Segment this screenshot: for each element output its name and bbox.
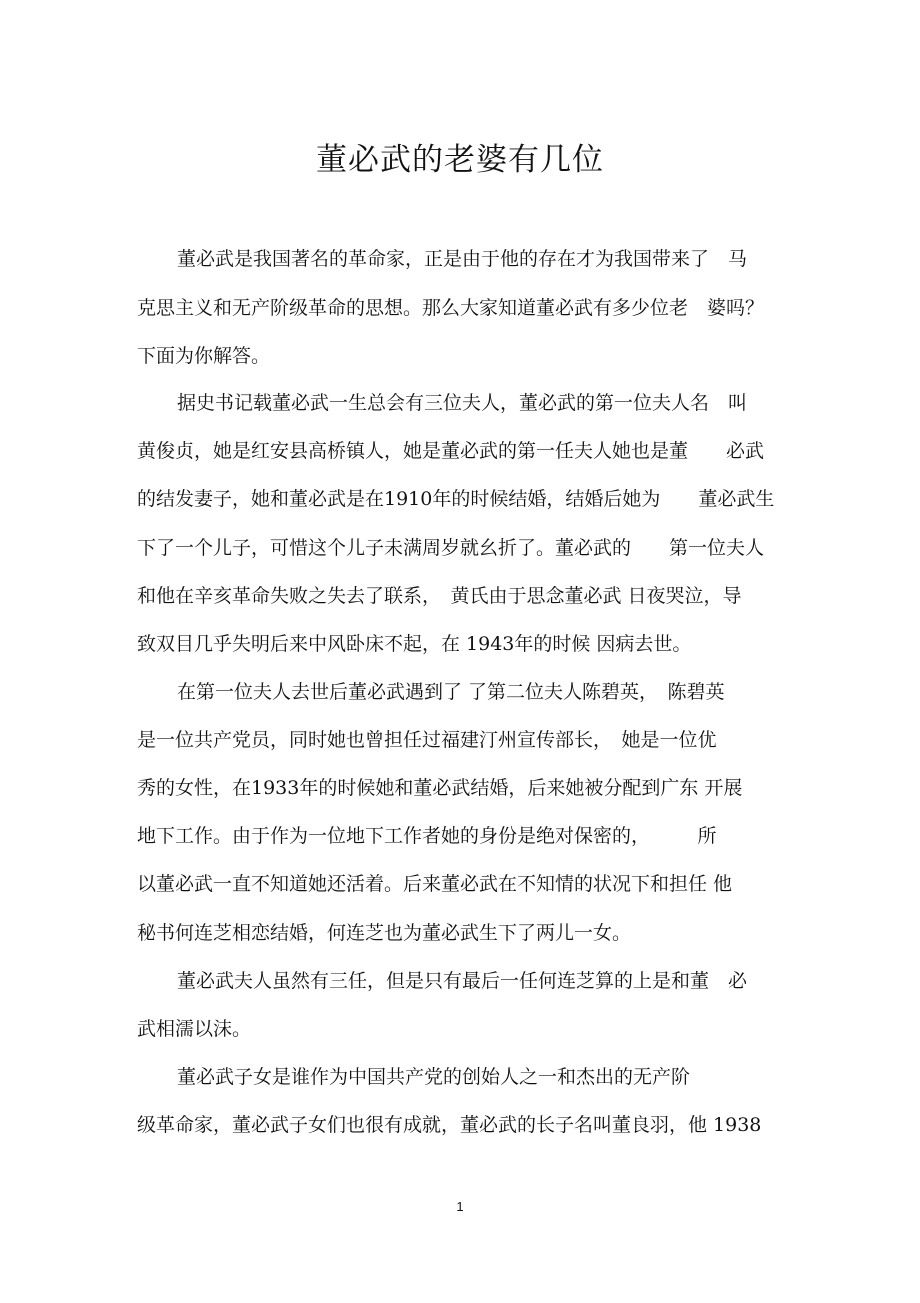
paragraph-1-line-1: 董必武是我国著名的革命家，正是由于他的存在才为我国带来了 马	[177, 248, 748, 270]
paragraph-4-line-1: 董必武夫人虽然有三任，但是只有最后一任何连芝算的上是和董 必	[177, 970, 748, 992]
paragraph-3-line-2: 是一位共产党员，同时她也曾担任过福建汀州宣传部长， 她是一位优	[137, 729, 717, 751]
paragraph-1-line-3: 下面为你解答。	[137, 345, 271, 367]
paragraph-2-line-4: 下了一个儿子，可惜这个儿子未满周岁就幺折了。董必武的 第一位夫人	[137, 537, 765, 559]
paragraph-3-line-1: 在第一位夫人去世后董必武遇到了 了第二位夫人陈碧英， 陈碧英	[177, 681, 725, 703]
paragraph-4-line-2: 武相濡以沫。	[137, 1018, 252, 1040]
page-number: 1	[456, 1199, 464, 1214]
paragraph-2-line-6: 致双目几乎失明后来中风卧床不起，在 1943年的时候 因病去世。	[137, 633, 692, 655]
paragraph-2-line-3: 的结发妻子，她和董必武是在1910年的时候结婚，结婚后她为 董必武生	[137, 488, 775, 510]
paragraph-3-line-4: 地下工作。由于作为一位地下工作者她的身份是绝对保密的， 所	[137, 825, 717, 847]
paragraph-1-line-2: 克思主义和无产阶级革命的思想。那么大家知道董必武有多少位老 婆吗？	[137, 297, 765, 319]
paragraph-5-line-2: 级革命家，董必武子女们也很有成就，董必武的长子名叫董良羽，他 1938	[137, 1114, 762, 1136]
paragraph-2-line-2: 黄俊贞，她是红安县高桥镇人，她是董必武的第一任夫人她也是董 必武	[137, 440, 765, 462]
paragraph-2-line-5: 和他在辛亥革命失败之失去了联系， 黄氏由于思念董必武 日夜哭泣，导	[137, 585, 742, 607]
paragraph-3-line-3: 秀的女性，在1933年的时候她和董必武结婚，后来她被分配到广东 开展	[137, 777, 743, 799]
paragraph-5-line-1: 董必武子女是谁作为中国共产党的创始人之一和杰出的无产阶	[177, 1066, 691, 1088]
paragraph-2-line-1: 据史书记载董必武一生总会有三位夫人，董必武的第一位夫人名 叫	[177, 392, 748, 414]
paragraph-3-line-6: 秘书何连芝相恋结婚，何连芝也为董必武生下了两儿一女。	[137, 922, 632, 944]
document-title: 董必武的老婆有几位	[316, 142, 604, 178]
paragraph-3-line-5: 以董必武一直不知道她还活着。后来董必武在不知情的状况下和担任 他	[137, 873, 733, 895]
